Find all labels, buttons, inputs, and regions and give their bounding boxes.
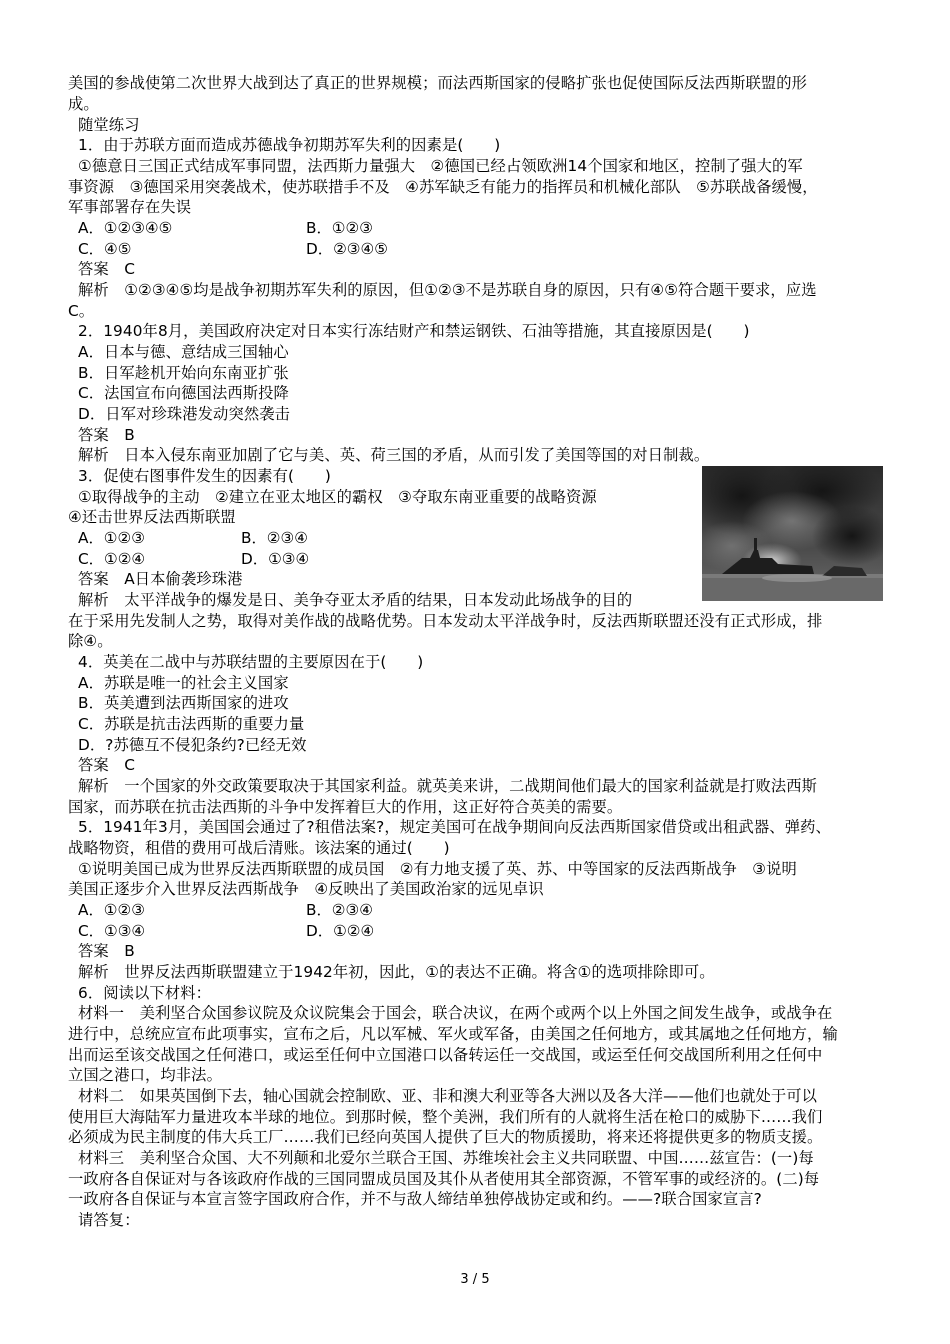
option-c: C．①③④ [78, 922, 146, 940]
option-c: C．苏联是抗击法西斯的重要力量 [78, 715, 305, 733]
page-number: 3 / 5 [460, 1272, 490, 1287]
option-a: A．日本与德、意结成三国轴心 [78, 343, 289, 361]
material-2: 材料二 如果英国倒下去，轴心国就会控制欧、亚、非和澳大利亚等各大洲以及各大洋——他们也就处于可以 [78, 1087, 818, 1105]
material-1: 出而运至该交战国之任何港口，或运至任何中立国港口以备转运任一交战国，或运至任何交战国所利用之任何中 [68, 1046, 823, 1064]
section-heading: 随堂练习 [78, 116, 140, 134]
explanation: 解析 日本入侵东南亚加剧了它与美、英、荷三国的矛盾，从而引发了美国等国的对日制裁。 [78, 446, 710, 464]
material-1: 材料一 美利坚合众国参议院及众议院集会于国会，联合决议，在两个或两个以上外国之间发生战争，或战争在 [78, 1004, 833, 1022]
answer: 答案 A日本偷袭珍珠港 [78, 570, 243, 588]
question-5: 5．1941年3月，美国国会通过了?租借法案?，规定美国可在战争期间向反法西斯国家借贷或出租武器、弹药、 [78, 818, 831, 836]
explanation: 解析 太平洋战争的爆发是日、美争夺亚太矛盾的结果，日本发动此场战争的目的 [78, 591, 633, 609]
question-5-statements: ①说明美国已成为世界反法西斯联盟的成员国 ②有力地支援了英、苏、中等国家的反法西斯战争 ③说明 [78, 860, 797, 878]
explanation: 国家，而苏联在抗击法西斯的斗争中发挥着巨大的作用，这正好符合英美的需要。 [68, 798, 623, 816]
text-line: 成。 [68, 95, 99, 113]
option-d: D．?苏德互不侵犯条约?已经无效 [78, 736, 307, 754]
option-a: A．①②③ [78, 901, 145, 919]
question-4: 4．英美在二战中与苏联结盟的主要原因在于( ) [78, 653, 424, 671]
option-d: D．①②④ [306, 922, 375, 940]
prompt: 请答复： [78, 1211, 140, 1229]
question-6: 6．阅读以下材料： [78, 984, 212, 1002]
material-3: 材料三 美利坚合众国、大不列颠和北爱尔兰联合王国、苏维埃社会主义共同联盟、中国……兹宣告：(一)每 [78, 1149, 814, 1167]
answer: 答案 B [78, 426, 135, 444]
question-3-statements: ④还击世界反法西斯联盟 [68, 508, 236, 526]
material-3: 一政府各自保证与本宣言签字国政府合作，并不与敌人缔结单独停战协定或和约。——?联合国家宣言? [68, 1190, 762, 1208]
question-2: 2．1940年8月，美国政府决定对日本实行冻结财产和禁运钢铁、石油等措施，其直接原因是( ) [78, 322, 750, 340]
material-3: 一政府各自保证对与各该政府作战的三国同盟成员国及其仆从者使用其全部资源，不管军事的或经济的。(二)每 [68, 1170, 820, 1188]
explanation: 解析 世界反法西斯联盟建立于1942年初，因此，①的表达不正确。将含①的选项排除即可。 [78, 963, 715, 981]
material-2: 使用巨大海陆军力量进攻本半球的地位。到那时候，整个美洲，我们所有的人就将生活在枪口的威胁下……我们 [68, 1108, 823, 1126]
question-1: 1．由于苏联方面而造成苏德战争初期苏军失利的因素是( ) [78, 136, 501, 154]
question-5-statements: 美国正逐步介入世界反法西斯战争 ④反映出了美国政治家的远见卓识 [68, 880, 544, 898]
option-d: D．②③④⑤ [306, 240, 388, 258]
question-1-statements: 事资源 ③德国采用突袭战术，使苏联措手不及 ④苏军缺乏有能力的指挥员和机械化部队 ⑤苏联战备缓慢， [68, 178, 818, 196]
explanation: C。 [68, 302, 95, 320]
answer: 答案 C [78, 260, 135, 278]
explanation: 解析 ①②③④⑤均是战争初期苏军失利的原因，但①②③不是苏联自身的原因，只有④⑤符合题干要求，应选 [78, 281, 817, 299]
explanation: 除④。 [68, 632, 113, 650]
material-1: 立国之港口，均非法。 [68, 1066, 222, 1084]
option-b: B．②③④ [306, 901, 373, 919]
option-a: A．①②③④⑤ [78, 219, 173, 237]
material-1: 进行中，总统应宣布此项事实，宣布之后，凡以军械、军火或军备，由美国之任何地方，或其属地之任何地方，输 [68, 1025, 838, 1043]
option-b: B．英美遭到法西斯国家的进攻 [78, 694, 289, 712]
question-5: 战略物资，租借的费用可战后清账。该法案的通过( ) [68, 839, 450, 857]
option-c: C．④⑤ [78, 240, 132, 258]
question-3-statements: ①取得战争的主动 ②建立在亚太地区的霸权 ③夺取东南亚重要的战略资源 [78, 488, 597, 506]
text-line: 美国的参战使第二次世界大战到达了真正的世界规模；而法西斯国家的侵略扩张也促使国际反法西斯联盟的形 [68, 74, 808, 92]
question-1-statements: ①德意日三国正式结成军事同盟，法西斯力量强大 ②德国已经占领欧洲14个国家和地区，控制了强大的军 [78, 157, 803, 175]
option-b: B．①②③ [306, 219, 373, 237]
question-1-statements: 军事部署存在失误 [68, 198, 192, 216]
option-c: C．法国宣布向德国法西斯投降 [78, 384, 289, 402]
material-2: 必须成为民主制度的伟大兵工厂……我们已经向英国人提供了巨大的物质援助，将来还将提供更多的物质支援。 [68, 1128, 823, 1146]
option-d: D．①③④ [241, 550, 310, 568]
option-c: C．①②④ [78, 550, 146, 568]
option-b: B．②③④ [241, 529, 308, 547]
pearl-harbor-attack-photo [702, 466, 883, 601]
option-a: A．①②③ [78, 529, 145, 547]
option-a: A．苏联是唯一的社会主义国家 [78, 674, 289, 692]
option-d: D．日军对珍珠港发动突然袭击 [78, 405, 291, 423]
explanation: 解析 一个国家的外交政策要取决于其国家利益。就英美来讲，二战期间他们最大的国家利益就是打败法西斯 [78, 777, 818, 795]
option-b: B．日军趁机开始向东南亚扩张 [78, 364, 289, 382]
explanation: 在于采用先发制人之势，取得对美作战的战略优势。日本发动太平洋战争时，反法西斯联盟还没有正式形成，排 [68, 612, 823, 630]
question-3: 3．促使右图事件发生的因素有( ) [78, 467, 331, 485]
answer: 答案 C [78, 756, 135, 774]
answer: 答案 B [78, 942, 135, 960]
